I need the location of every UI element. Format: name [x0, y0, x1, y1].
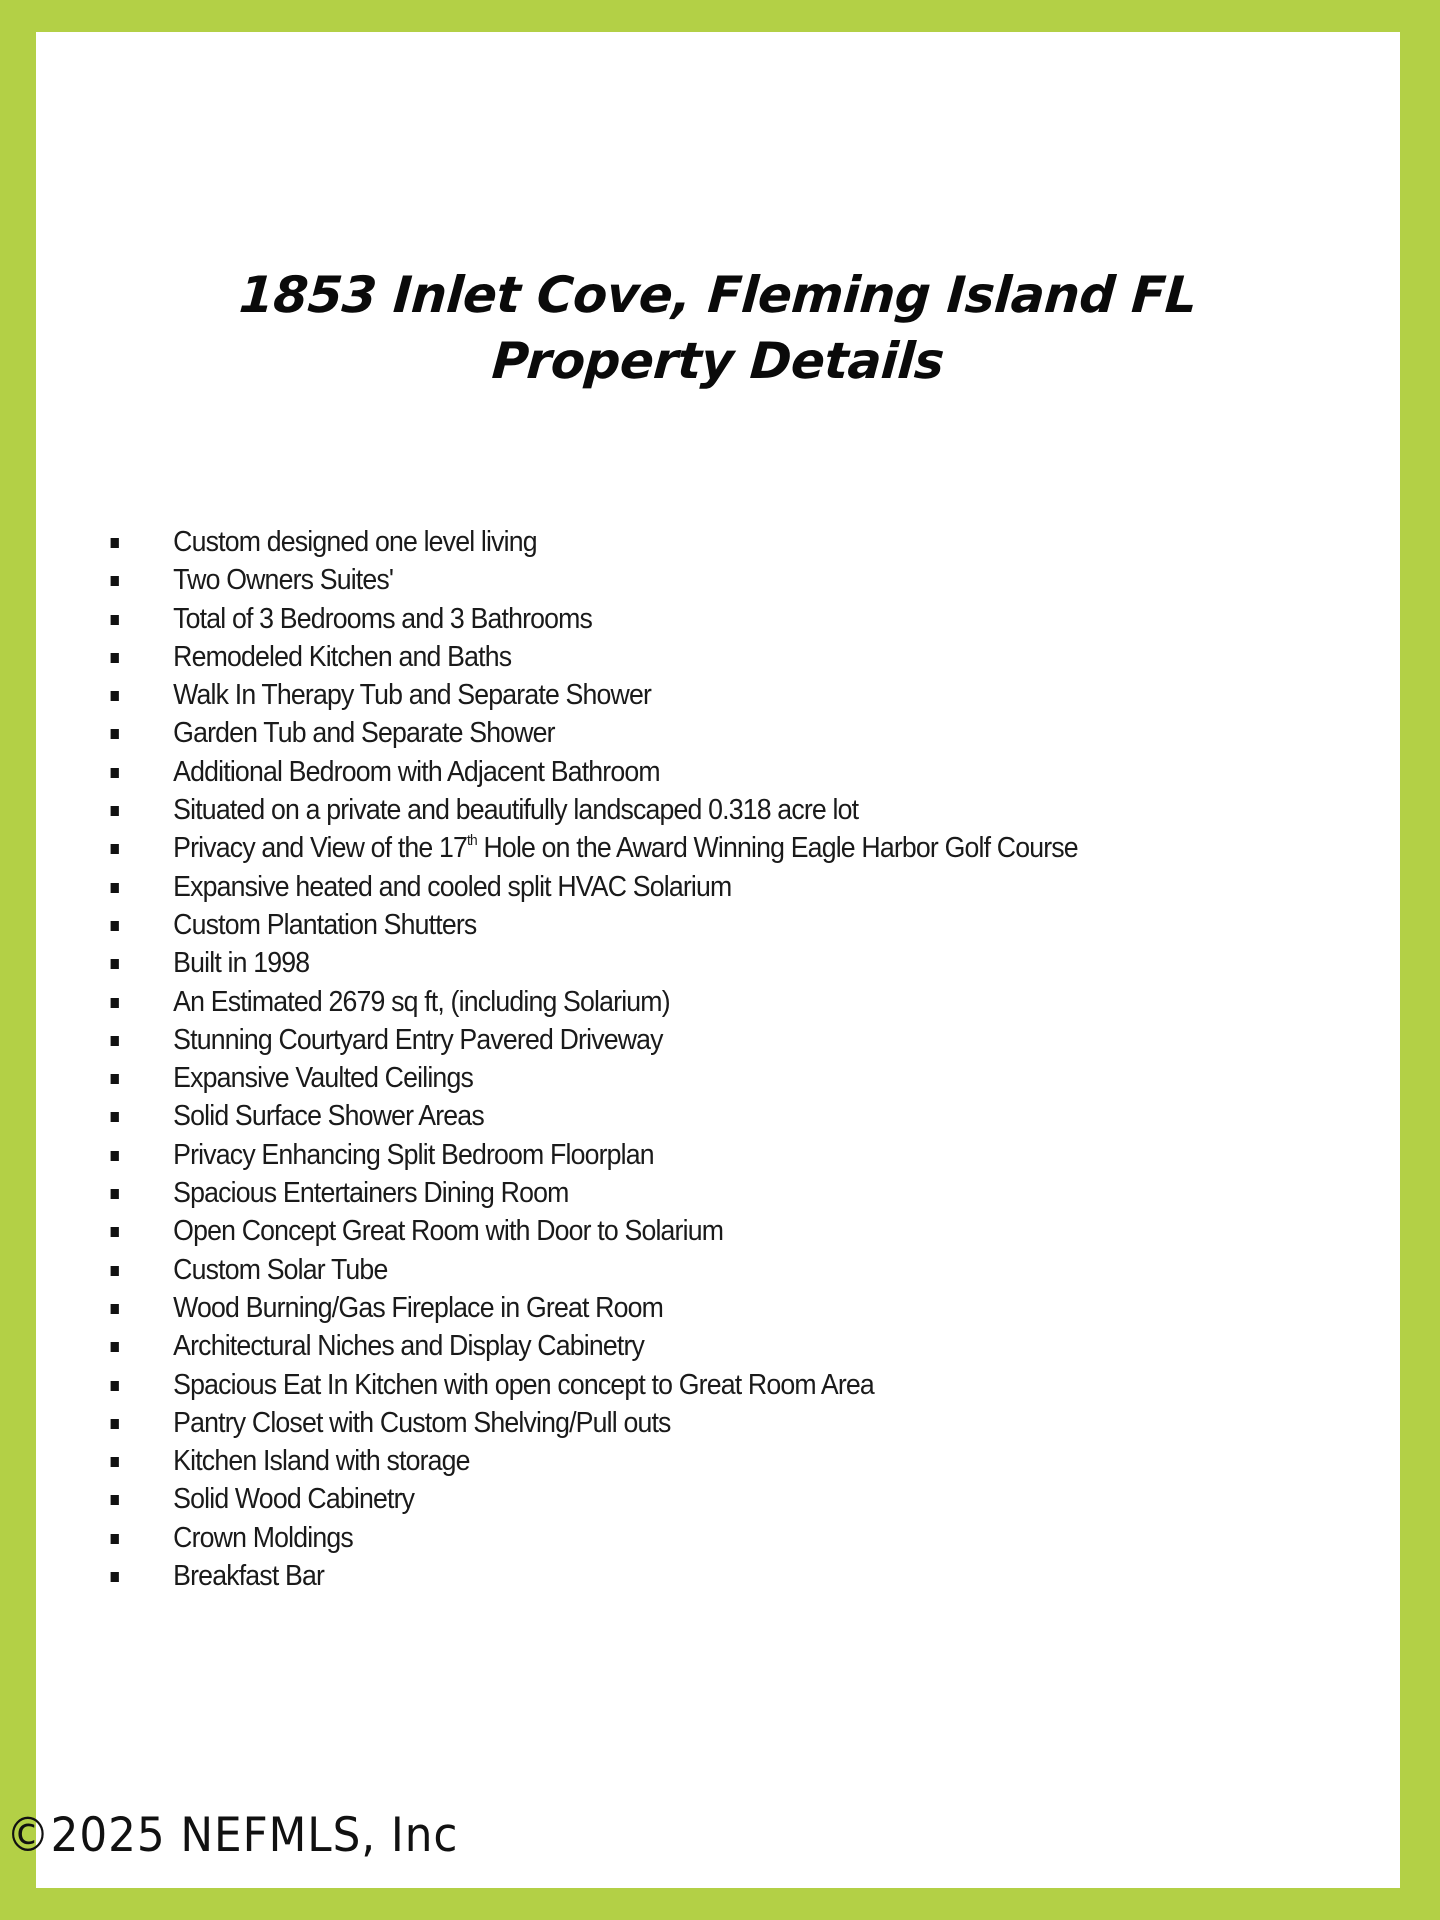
feature-text: Open Concept Great Room with Door to Solarium [173, 1215, 724, 1248]
feature-text: Spacious Entertainers Dining Room [173, 1177, 569, 1210]
square-bullet-icon [111, 1266, 119, 1276]
square-bullet-icon [111, 729, 119, 739]
square-bullet-icon [111, 1381, 119, 1391]
feature-text-part: Hole on the Award Winning Eagle Harbor Golf Course [476, 832, 1078, 865]
feature-text: Expansive Vaulted Ceilings [173, 1062, 473, 1095]
square-bullet-icon [111, 959, 119, 969]
feature-item [106, 1097, 1078, 1135]
square-bullet-icon [111, 1151, 119, 1161]
feature-item [106, 714, 1078, 752]
ordinal-superscript: th [467, 832, 477, 850]
feature-item [106, 1212, 1078, 1250]
feature-item [106, 1557, 1078, 1595]
feature-text: Garden Tub and Separate Shower [173, 717, 555, 750]
feature-item [106, 753, 1078, 791]
square-bullet-icon [111, 1189, 119, 1199]
square-bullet-icon [111, 1227, 119, 1237]
feature-text: Privacy Enhancing Split Bedroom Floorplan [173, 1138, 654, 1171]
feature-item [106, 1136, 1078, 1174]
feature-list [106, 523, 1162, 1595]
square-bullet-icon [111, 1457, 119, 1467]
square-bullet-icon [111, 998, 119, 1008]
square-bullet-icon [111, 1036, 119, 1046]
feature-text: Breakfast Bar [173, 1560, 325, 1593]
feature-text: Wood Burning/Gas Fireplace in Great Room [173, 1291, 664, 1324]
feature-item [106, 523, 1078, 561]
feature-text: Pantry Closet with Custom Shelving/Pull outs [173, 1406, 671, 1439]
feature-text: Spacious Eat In Kitchen with open concept to Great Room Area [173, 1368, 874, 1401]
feature-text: Custom designed one level living [173, 526, 537, 558]
feature-text: Expansive heated and cooled split HVAC Solarium [173, 870, 732, 903]
feature-text: Solid Wood Cabinetry [173, 1483, 415, 1516]
square-bullet-icon [111, 768, 119, 778]
feature-item [106, 791, 1078, 829]
feature-item [106, 1289, 1078, 1327]
feature-item [106, 676, 1078, 714]
square-bullet-icon [111, 1572, 119, 1582]
feature-item [106, 1366, 1078, 1404]
feature-text: Kitchen Island with storage [173, 1445, 470, 1478]
feature-item [106, 1251, 1078, 1289]
feature-item [106, 1519, 1078, 1557]
feature-text: Stunning Courtyard Entry Pavered Driveway [173, 1023, 663, 1056]
document-page [36, 32, 1400, 1888]
feature-item [106, 1021, 1078, 1059]
feature-text: Situated on a private and beautifully landscaped 0.318 acre lot [173, 794, 859, 827]
feature-item [106, 829, 1078, 867]
feature-text: Walk In Therapy Tub and Separate Shower [173, 679, 652, 712]
feature-item [106, 1480, 1078, 1518]
square-bullet-icon [111, 1534, 119, 1544]
feature-text: Built in 1998 [173, 947, 310, 980]
feature-text: Custom Plantation Shutters [173, 908, 477, 941]
feature-item [106, 1404, 1078, 1442]
document-title [36, 262, 1400, 394]
feature-text: Custom Solar Tube [173, 1253, 388, 1286]
square-bullet-icon [111, 615, 119, 625]
square-bullet-icon [111, 691, 119, 701]
feature-item [106, 983, 1078, 1021]
title-subtitle: Property Details [490, 332, 946, 390]
feature-item [106, 1327, 1078, 1365]
square-bullet-icon [111, 653, 119, 663]
square-bullet-icon [111, 576, 119, 586]
copyright-watermark: ©2025 NEFMLS, Inc [6, 1808, 459, 1863]
feature-text-part: Privacy and View of the 17 [173, 832, 468, 865]
feature-item [106, 906, 1078, 944]
feature-text: Additional Bedroom with Adjacent Bathroom [173, 755, 660, 788]
square-bullet-icon [111, 1112, 119, 1122]
title-address: 1853 Inlet Cove, Fleming Island FL [237, 266, 1199, 324]
square-bullet-icon [111, 883, 119, 893]
feature-item [106, 638, 1078, 676]
feature-text: Crown Moldings [173, 1521, 353, 1554]
feature-item [106, 561, 1078, 599]
square-bullet-icon [111, 538, 119, 548]
feature-item [106, 944, 1078, 982]
feature-text: Architectural Niches and Display Cabinetry [173, 1330, 645, 1363]
square-bullet-icon [111, 1419, 119, 1429]
feature-item [106, 1442, 1078, 1480]
feature-text: Total of 3 Bedrooms and 3 Bathrooms [173, 602, 593, 635]
feature-text [173, 832, 1078, 864]
feature-text: An Estimated 2679 sq ft, (including Solarium) [173, 985, 670, 1018]
square-bullet-icon [111, 1074, 119, 1084]
square-bullet-icon [111, 844, 119, 854]
feature-item [106, 1174, 1078, 1212]
square-bullet-icon [111, 1304, 119, 1314]
square-bullet-icon [111, 806, 119, 816]
square-bullet-icon [111, 921, 119, 931]
feature-item [106, 1059, 1078, 1097]
square-bullet-icon [111, 1342, 119, 1352]
feature-item [106, 600, 1078, 638]
feature-text: Remodeled Kitchen and Baths [173, 640, 512, 673]
feature-text: Solid Surface Shower Areas [173, 1100, 484, 1133]
feature-item [106, 868, 1078, 906]
feature-text: Two Owners Suites' [173, 564, 394, 597]
square-bullet-icon [111, 1495, 119, 1505]
